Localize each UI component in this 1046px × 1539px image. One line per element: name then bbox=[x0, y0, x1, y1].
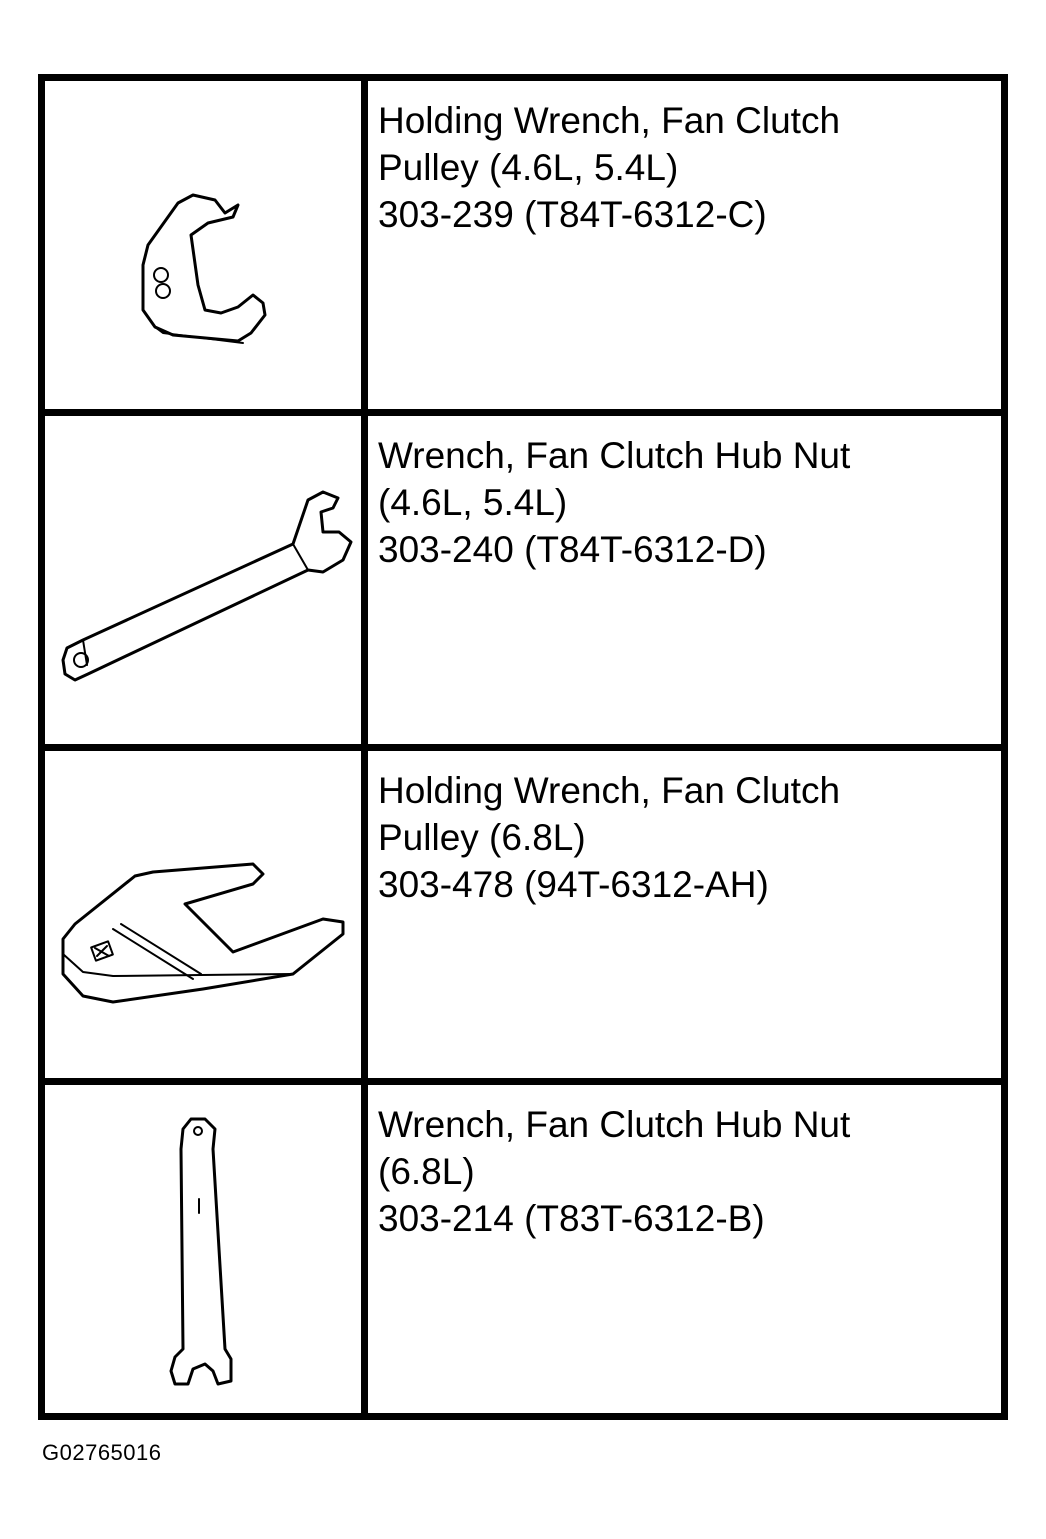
tool-description-cell bbox=[365, 78, 1005, 413]
tool-part-number: 303-240 (T84T-6312-D) bbox=[378, 528, 767, 570]
special-tools-table bbox=[38, 74, 1008, 1420]
tool-part-number: 303-478 (94T-6312-AH) bbox=[378, 863, 769, 905]
tool-row bbox=[42, 412, 1005, 747]
tool-part-number: 303-214 (T83T-6312-B) bbox=[378, 1198, 765, 1240]
tool-name: Wrench, Fan Clutch Hub Nut bbox=[378, 434, 851, 476]
tool-name: Wrench, Fan Clutch Hub Nut bbox=[378, 1104, 851, 1146]
fan-clutch-pulley-holding-wrench-large-icon bbox=[53, 824, 353, 1004]
tool-illustration-cell bbox=[42, 412, 365, 747]
tool-application: (6.8L) bbox=[378, 1151, 475, 1193]
tool-name: Holding Wrench, Fan Clutch bbox=[378, 100, 841, 141]
fan-clutch-pulley-holding-wrench-icon bbox=[103, 145, 303, 345]
fan-clutch-hub-nut-wrench-icon bbox=[53, 460, 353, 700]
tool-part-number: 303-239 (T84T-6312-C) bbox=[378, 194, 767, 235]
tool-name: Holding Wrench, Fan Clutch bbox=[378, 769, 841, 811]
tool-row bbox=[42, 1082, 1005, 1417]
tool-illustration-cell bbox=[42, 747, 365, 1082]
figure-id: G02765016 bbox=[42, 1440, 162, 1465]
tool-description-cell bbox=[365, 1082, 1005, 1417]
tool-description-cell bbox=[365, 747, 1005, 1082]
tool-description-cell bbox=[365, 412, 1005, 747]
tool-application: Pulley (6.8L) bbox=[378, 816, 586, 858]
tool-application: Pulley (4.6L, 5.4L) bbox=[378, 147, 679, 188]
tool-illustration-cell bbox=[42, 78, 365, 413]
tool-application: (4.6L, 5.4L) bbox=[378, 481, 568, 523]
tool-row bbox=[42, 747, 1005, 1082]
fan-clutch-hub-nut-spanner-icon bbox=[143, 1109, 263, 1389]
tool-row bbox=[42, 78, 1005, 413]
tool-illustration-cell bbox=[42, 1082, 365, 1417]
